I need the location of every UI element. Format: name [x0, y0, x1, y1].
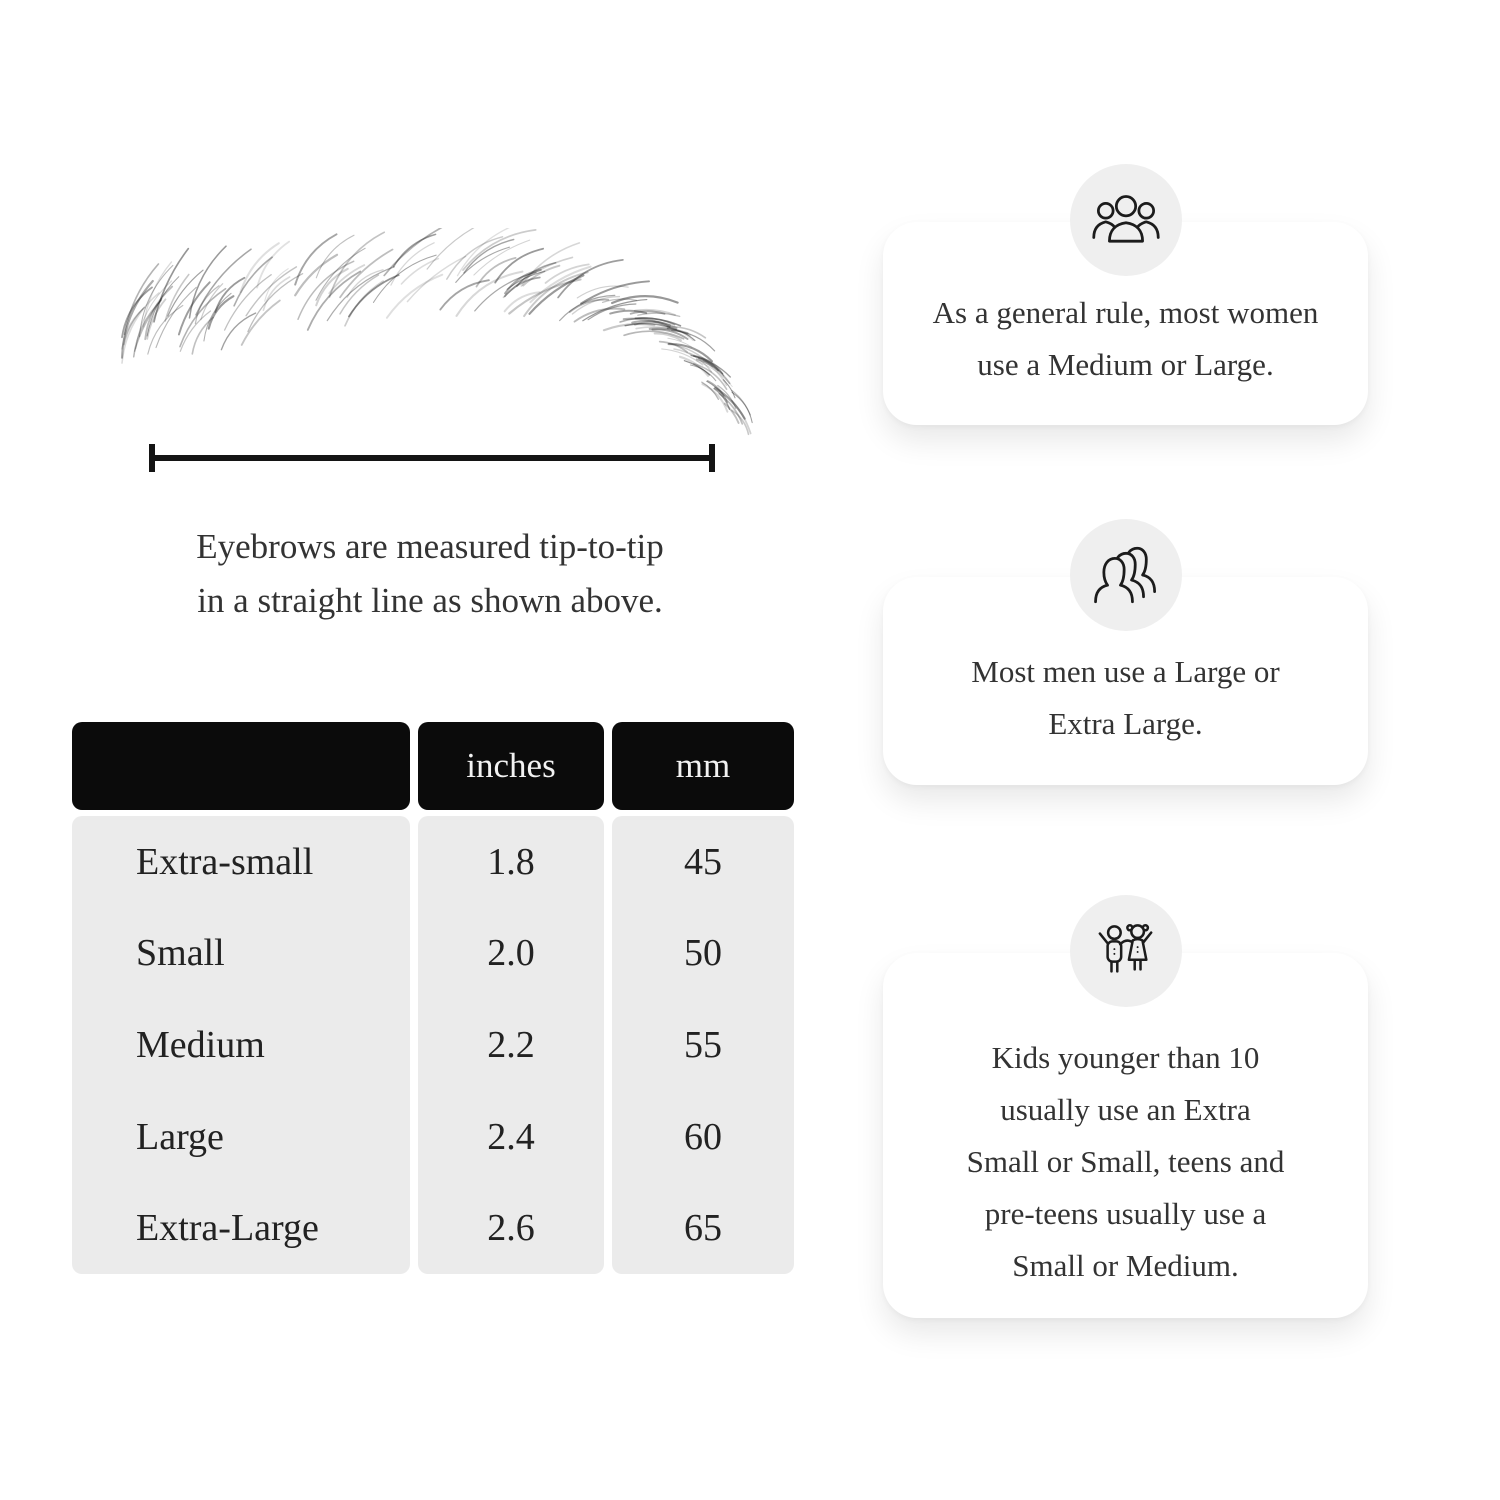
size-value-inches: 1.8	[487, 840, 535, 883]
tip-text-men: Most men use a Large or Extra Large.	[971, 654, 1280, 741]
size-value-inches: 2.4	[487, 1115, 535, 1158]
size-row-label: Large	[136, 1115, 224, 1158]
size-table-header-mm: mm	[612, 722, 794, 810]
size-table-header-inches: inches	[418, 722, 604, 810]
size-value-inches: 2.0	[487, 932, 535, 975]
size-value-mm: 65	[684, 1207, 722, 1250]
size-table-column-mm	[612, 722, 794, 1274]
size-row-label: Small	[136, 932, 225, 975]
women-group-icon	[1070, 164, 1182, 276]
size-table-header-blank	[72, 722, 410, 810]
tip-card-men	[883, 577, 1368, 785]
size-value-inches: 2.6	[487, 1207, 535, 1250]
measurement-line	[152, 444, 712, 472]
size-row-label: Extra-small	[136, 840, 314, 883]
size-value-inches: 2.2	[487, 1023, 535, 1066]
size-value-mm: 55	[684, 1023, 722, 1066]
size-value-mm: 60	[684, 1115, 722, 1158]
eyebrow-illustration-wrap	[100, 228, 760, 488]
tip-card-kids	[883, 953, 1368, 1318]
size-value-mm: 50	[684, 932, 722, 975]
kids-icon	[1070, 895, 1182, 1007]
size-row-label: Medium	[136, 1023, 265, 1066]
size-table-column-labels	[72, 722, 410, 1274]
measurement-caption	[100, 520, 760, 628]
eyebrow-illustration	[100, 228, 760, 488]
size-table	[72, 722, 794, 1274]
size-row-label: Extra-Large	[136, 1207, 319, 1250]
caption-line-2: in a straight line as shown above.	[197, 581, 663, 620]
size-value-mm: 45	[684, 840, 722, 883]
size-table-column-inches	[418, 722, 604, 1274]
tip-text-women: As a general rule, most women use a Medium or Large.	[932, 294, 1319, 382]
tip-card-women	[883, 222, 1368, 425]
caption-line-1: Eyebrows are measured tip-to-tip	[196, 527, 664, 566]
men-group-icon	[1070, 519, 1182, 631]
tip-text-kids: Kids younger than 10 usually use an Extra Small or Small, teens and pre-teens usually use a Small or Medium.	[966, 1039, 1285, 1283]
